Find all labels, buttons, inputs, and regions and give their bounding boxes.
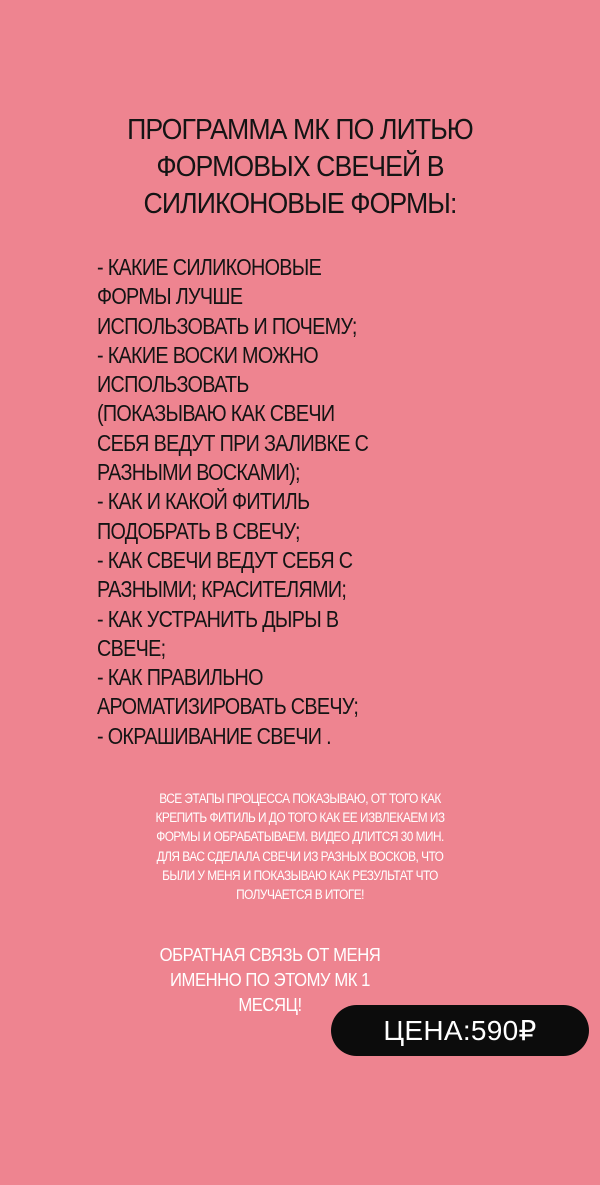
program-topics-list	[97, 253, 458, 751]
topic-line: - КАК ПРАВИЛЬНО	[97, 664, 263, 691]
description-line: БЫЛИ У МЕНЯ И ПОКАЗЫВАЮ КАК РЕЗУЛЬТАТ ЧТО	[162, 867, 438, 883]
description-line: ДЛЯ ВАС СДЕЛАЛА СВЕЧИ ИЗ РАЗНЫХ ВОСКОВ, ЧТО	[156, 848, 444, 864]
topic-line: ФОРМЫ ЛУЧШЕ	[97, 283, 243, 310]
description-line: ВСЕ ЭТАПЫ ПРОЦЕССА ПОКАЗЫВАЮ, ОТ ТОГО КАК	[159, 791, 441, 806]
feedback-line: ОБРАТНАЯ СВЯЗЬ ОТ МЕНЯ	[159, 944, 381, 965]
topic-line: - КАКИЕ СИЛИКОНОВЫЕ	[97, 254, 322, 280]
topic-line: ИСПОЛЬЗОВАТЬ	[97, 371, 249, 398]
topic-line: АРОМАТИЗИРОВАТЬ СВЕЧУ;	[97, 693, 359, 720]
topic-line: ИСПОЛЬЗОВАТЬ И ПОЧЕМУ;	[97, 312, 357, 339]
title-line: СИЛИКОНОВЫЕ ФОРМЫ:	[143, 188, 457, 220]
topic-line: - ОКРАШИВАНИЕ СВЕЧИ .	[97, 722, 331, 749]
topic-line: РАЗНЫМИ ВОСКАМИ);	[97, 459, 300, 486]
title-line: ФОРМОВЫХ СВЕЧЕЙ В	[156, 151, 444, 183]
description-line: ФОРМЫ И ОБРАБАТЫВАЕМ. ВИДЕО ДЛИТСЯ 30 МИН.	[156, 829, 444, 845]
topic-line: СЕБЯ ВЕДУТ ПРИ ЗАЛИВКЕ С	[97, 429, 369, 456]
topic-line: - КАК УСТРАНИТЬ ДЫРЫ В	[97, 605, 339, 632]
feedback-line: ИМЕННО ПО ЭТОМУ МК 1	[170, 969, 370, 990]
topic-line: СВЕЧЕ;	[97, 634, 166, 661]
title-line: ПРОГРАММА МК ПО ЛИТЬЮ	[127, 114, 473, 146]
description-line: ПОЛУЧАЕТСЯ В ИТОГЕ!	[236, 887, 364, 903]
topic-line: (ПОКАЗЫВАЮ КАК СВЕЧИ	[97, 400, 335, 427]
process-description	[36, 789, 564, 904]
topic-line: ПОДОБРАТЬ В СВЕЧУ;	[97, 517, 300, 544]
topic-line: - КАКИЕ ВОСКИ МОЖНО	[97, 341, 318, 368]
program-title	[24, 112, 576, 223]
topic-line: - КАК СВЕЧИ ВЕДУТ СЕБЯ С	[97, 546, 353, 573]
feedback-line: МЕСЯЦ!	[238, 994, 302, 1015]
price-badge[interactable]	[331, 1005, 589, 1056]
description-line: КРЕПИТЬ ФИТИЛЬ И ДО ТОГО КАК ЕЕ ИЗВЛЕКАЕМ ИЗ	[155, 810, 445, 826]
price-label: ЦЕНА:590₽	[383, 1014, 537, 1046]
topic-line: РАЗНЫМИ; КРАСИТЕЛЯМИ;	[97, 576, 347, 603]
topic-line: - КАК И КАКОЙ ФИТИЛЬ	[97, 488, 310, 515]
